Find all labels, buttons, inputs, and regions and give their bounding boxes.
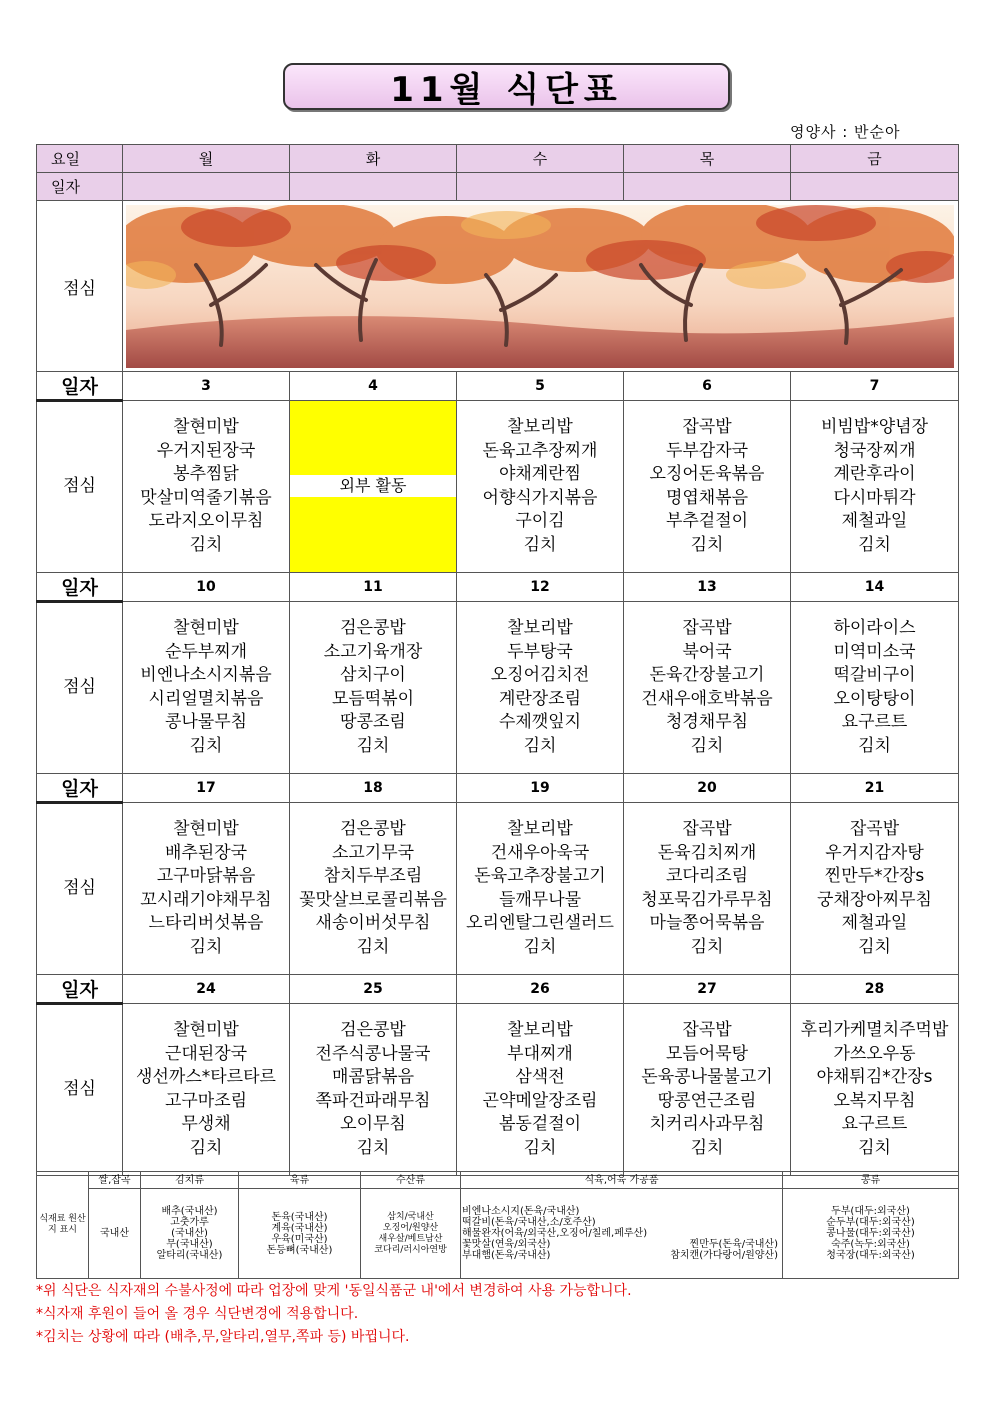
date-cell: 11 [290,573,457,602]
menu-cell [290,803,457,975]
origin-header: 식육,어육 가공품 [461,1172,783,1189]
date-blank [791,173,959,201]
note-line: *위 식단은 식자재의 수불사정에 따라 업장에 맞게 '동일식품군 내'에서 변경하여 사용 가능합니다. [36,1283,632,1299]
week-date-row [37,975,959,1004]
week-menu-row [37,602,959,774]
dish: 잡곡밥 [849,819,900,839]
nutritionist-label: 영양사 : 반순아 [790,123,901,141]
dish: 고구마조림 [164,1090,248,1111]
origin-item: 비엔나소시지(돈육/국내산) [462,1206,580,1217]
origin-meat [239,1189,361,1279]
origin-header: 김치류 [141,1172,239,1189]
dish: 하이라이스 [833,618,916,638]
date-cell: 21 [791,774,959,803]
week-date-row [37,774,959,803]
dish: 검은콩밥 [340,819,406,839]
dish: 찰현미밥 [173,618,239,638]
lunch-label: 점심 [37,1004,123,1176]
origin-beans [783,1189,959,1279]
dish: 김치 [690,735,724,756]
menu-cell [123,602,290,774]
day-header-row [37,145,959,173]
dish: 북어국 [682,641,732,662]
dish: 근대된장국 [164,1043,248,1064]
day-fri: 금 [791,145,959,173]
dish: 찰현미밥 [173,417,239,437]
day-label: 요일 [37,145,123,173]
origin-item: 청국장(대두:외국산) [826,1250,915,1261]
origin-item: 떡갈비(돈육/국내산,소/호주산) [462,1217,596,1228]
dish: 곤약메알장조림 [482,1090,598,1111]
dish: 돈육간장불고기 [649,665,765,685]
dish: 김치 [523,936,557,957]
menu-cell [624,401,791,573]
date-blank [290,173,457,201]
dish: 비빔밥*양념장 [820,417,929,437]
dish: 김치 [523,534,557,555]
dish: 매콤닭볶음 [331,1067,415,1087]
note-line: *김치는 상황에 따라 (배추,무,알타리,열무,쪽파 등) 바뀝니다. [36,1329,410,1345]
origin-body-row [37,1189,959,1279]
dish: 요구르트 [841,1114,908,1134]
dish: 야채계란찜 [498,464,582,484]
dish: 시리얼멸치볶음 [148,688,264,709]
week-menu-row [37,401,959,573]
dish: 참치두부조림 [323,866,423,886]
dish: 두부탕국 [507,641,573,662]
dish: 계란후라이 [833,464,916,484]
day-mon: 월 [123,145,290,173]
dish: 돈육고추장불고기 [474,866,606,886]
day-wed: 수 [457,145,624,173]
week-menu-row [37,803,959,975]
menu-cell [624,1004,791,1176]
date-cell: 10 [123,573,290,602]
date-cell: 3 [123,372,290,401]
dish: 건새우애호박볶음 [641,688,773,709]
dish: 검은콩밥 [340,618,406,638]
origin-item: 코다리/러시아연방 [374,1244,447,1255]
dish: 제철과일 [841,913,908,933]
dish: 돈육콩나물불고기 [641,1067,773,1087]
date-blank [457,173,624,201]
dish: 다시마튀각 [833,487,916,508]
menu-cell [457,803,624,975]
dish: 부대찌개 [507,1043,573,1064]
dish: 명엽채볶음 [665,487,749,508]
dish: 고구마닭볶음 [156,866,256,886]
dish: 오이탕탕이 [833,688,916,709]
dish: 코다리조림 [665,866,749,886]
lunch-label: 점심 [37,201,123,372]
menu-cell [791,401,959,573]
dish: 꼬시래기야채무침 [140,889,272,910]
dish: 김치 [356,1137,390,1158]
dish: 돈육고추장찌개 [482,440,598,461]
dish: 맛살미역줄기볶음 [140,487,272,508]
dish: 꽃맛살브로콜리볶음 [299,889,447,910]
menu-cell [290,602,457,774]
origin-seafood [361,1189,461,1279]
week-date-row [37,573,959,602]
date-row-label: 일자 [37,975,123,1004]
lunch-label: 점심 [37,803,123,975]
menu-cell [123,1004,290,1176]
dish: 찰보리밥 [507,618,573,638]
dish: 소고기무국 [331,842,415,863]
dish: 구이김 [515,511,565,531]
page-title: 11월 식단표 [283,63,730,110]
origin-item: 고춧가루 [170,1217,209,1228]
outing-label: 외부 활동 [290,475,456,497]
date-row-label: 일자 [37,774,123,803]
dish: 땅콩연근조림 [657,1090,757,1111]
origin-item: 계육(국내산) [271,1222,328,1234]
origin-kimchi [141,1189,239,1279]
date-cell: 5 [457,372,624,401]
origin-header: 콩류 [783,1172,959,1189]
origin-item: 숙주(녹두:외국산) [831,1239,910,1250]
autumn-banner [123,201,959,372]
date-cell: 17 [123,774,290,803]
dish: 두부감자국 [665,440,749,461]
dish: 요구르트 [841,712,908,732]
dish: 어향식가지볶음 [482,487,598,508]
origin-item: 새우살/베트남산 [378,1233,443,1244]
dish: 비엔나소시지볶음 [140,665,272,685]
date-cell: 26 [457,975,624,1004]
date-cell: 27 [624,975,791,1004]
date-cell: 25 [290,975,457,1004]
origin-item: 순두부(대두:외국산) [826,1217,915,1228]
date-cell: 24 [123,975,290,1004]
dish: 찰보리밥 [507,1020,573,1040]
dish: 청포묵김가루무침 [641,889,773,910]
dish: 김치 [356,936,390,957]
dish: 잡곡밥 [682,618,732,638]
date-row-label: 일자 [37,372,123,401]
dish: 김치 [690,936,724,957]
menu-cell [791,1004,959,1176]
dish: 김치 [189,534,223,555]
dish: 삼치구이 [340,665,406,685]
dish: 콩나물무침 [164,712,248,732]
dish: 돈육김치찌개 [657,842,757,863]
dish: 김치 [189,936,223,957]
origin-item: 부대햄(돈육/국내산) [462,1250,551,1261]
date-cell: 13 [624,573,791,602]
dish: 김치 [858,1137,891,1158]
outing-cell [290,401,457,573]
dish: 잡곡밥 [682,819,732,839]
origin-item: 콩나물(대두:외국산) [826,1228,915,1239]
day-thu: 목 [624,145,791,173]
date-cell: 4 [290,372,457,401]
origin-item: 참치캔(가다랑어/원양산) [670,1250,778,1261]
dish: 가쓰오우동 [833,1043,916,1064]
dish: 계란장조림 [498,688,582,709]
date-blank [123,173,290,201]
origin-item: 삼치/국내산 [387,1211,434,1222]
dish: 궁채장아찌무침 [817,889,932,910]
dish: 청국장찌개 [833,440,916,461]
menu-cell [123,401,290,573]
dish: 잡곡밥 [682,1020,732,1040]
banner-row [37,201,959,372]
origin-item: 돈육(국내산) [271,1211,328,1223]
dish: 김치 [356,735,390,756]
dish: 김치 [858,936,891,957]
dish: 청경채무침 [665,712,749,732]
origin-item: 해물완자(어육/외국산,오징어/칠레,페루산) [462,1228,648,1239]
date-row-label: 일자 [37,573,123,602]
lunch-label: 점심 [37,401,123,573]
dish: 제철과일 [841,511,908,531]
origin-processed-right [670,1239,778,1261]
origin-table [36,1171,959,1279]
note-line: *식자재 후원이 들어 올 경우 식단변경에 적용합니다. [36,1306,359,1322]
date-cell: 6 [624,372,791,401]
dish: 잡곡밥 [682,417,732,437]
origin-item: 돈등뼈(국내산) [266,1244,333,1256]
dish: 찰현미밥 [173,1020,239,1040]
dish: 오리엔탈그린샐러드 [466,913,614,933]
date-cell: 28 [791,975,959,1004]
date-blank [624,173,791,201]
menu-cell [123,803,290,975]
date-cell: 19 [457,774,624,803]
dish: 마늘쫑어묵볶음 [649,913,765,933]
menu-cell [457,1004,624,1176]
dish: 찰보리밥 [507,819,573,839]
origin-item: 오징어/원양산 [382,1222,439,1233]
week-menu-row [37,1004,959,1176]
date-cell: 14 [791,573,959,602]
dish: 오이무침 [340,1114,406,1134]
origin-item: 두부(대두:외국산) [831,1206,910,1217]
dish: 우거지감자탕 [825,842,924,863]
dish: 배추된장국 [164,842,248,863]
dish: 우거지된장국 [156,440,256,461]
dish: 봄동겉절이 [498,1114,582,1134]
notes [36,1280,632,1349]
dish: 땅콩조림 [340,712,406,732]
origin-label: 식재료 원산지 표시 [37,1172,89,1279]
origin-item: 무(국내산) [166,1239,213,1250]
origin-header: 육류 [239,1172,361,1189]
autumn-trees-illustration [126,205,954,368]
dish: 쪽파건파래무침 [315,1090,431,1111]
dish: 순두부찌개 [164,641,248,662]
dish: 후리가케멸치주먹밥 [800,1020,949,1040]
origin-item: 알타리(국내산) [156,1250,223,1261]
dish: 도라지오이무침 [148,511,264,531]
origin-header: 쌀,잡곡 [89,1172,141,1189]
dish: 김치 [523,1137,557,1158]
date-cell: 20 [624,774,791,803]
dish: 생선까스*타르타르 [136,1067,276,1087]
dish: 찐만두*간장s [824,866,925,886]
origin-header-row [37,1172,959,1189]
dish: 김치 [523,735,557,756]
menu-cell [624,602,791,774]
dish: 김치 [690,1137,724,1158]
dish: 김치 [858,534,891,555]
origin-item: (국내산) [171,1228,208,1239]
dish: 느타리버섯볶음 [148,913,264,933]
origin-header: 수산류 [361,1172,461,1189]
dish: 찰보리밥 [507,417,573,437]
origin-rice: 국내산 [89,1189,141,1279]
origin-item: 찐만두(돈육/국내산) [689,1239,778,1250]
dish: 봉추찜닭 [173,464,239,484]
day-tue: 화 [290,145,457,173]
dish: 전주식콩나물국 [315,1043,431,1064]
dish: 무생채 [181,1114,231,1134]
week-date-row [37,372,959,401]
dish: 오징어김치전 [490,665,590,685]
menu-cell [791,602,959,774]
origin-item: 우육(미국산) [271,1233,328,1245]
dish: 김치 [690,534,724,555]
date-header-row [37,173,959,201]
dish: 새송이버섯무침 [315,913,431,933]
dish: 검은콩밥 [340,1020,406,1040]
dish: 김치 [189,735,223,756]
dish: 김치 [189,1137,223,1158]
dish: 치커리사과무침 [649,1114,765,1134]
dish: 오복지무침 [833,1090,916,1111]
menu-cell [457,401,624,573]
dish: 소고기육개장 [323,641,423,662]
menu-cell [624,803,791,975]
dish: 오징어돈육볶음 [649,464,765,484]
menu-table [36,144,959,1176]
dish: 김치 [858,735,891,756]
dish: 찰현미밥 [173,819,239,839]
dish: 모듬어묵탕 [665,1043,749,1064]
menu-cell [290,1004,457,1176]
dish: 부추겉절이 [665,511,749,531]
origin-processed [461,1189,783,1279]
date-cell: 12 [457,573,624,602]
dish: 떡갈비구이 [833,665,916,685]
date-cell: 7 [791,372,959,401]
origin-item: 꽃맛살(연육/외국산) [462,1239,551,1250]
menu-cell [457,602,624,774]
date-cell: 18 [290,774,457,803]
dish: 건새우아욱국 [490,842,590,863]
dish: 야채튀김*간장s [816,1067,933,1087]
dish: 미역미소국 [833,641,916,662]
dish: 삼색전 [515,1067,565,1087]
dish: 수제깻잎지 [498,712,582,732]
origin-item: 배추(국내산) [161,1206,218,1217]
dish: 모듬떡볶이 [331,688,415,709]
dish: 들깨무나물 [498,889,582,910]
date-label: 일자 [37,173,123,201]
lunch-label: 점심 [37,602,123,774]
menu-cell [791,803,959,975]
